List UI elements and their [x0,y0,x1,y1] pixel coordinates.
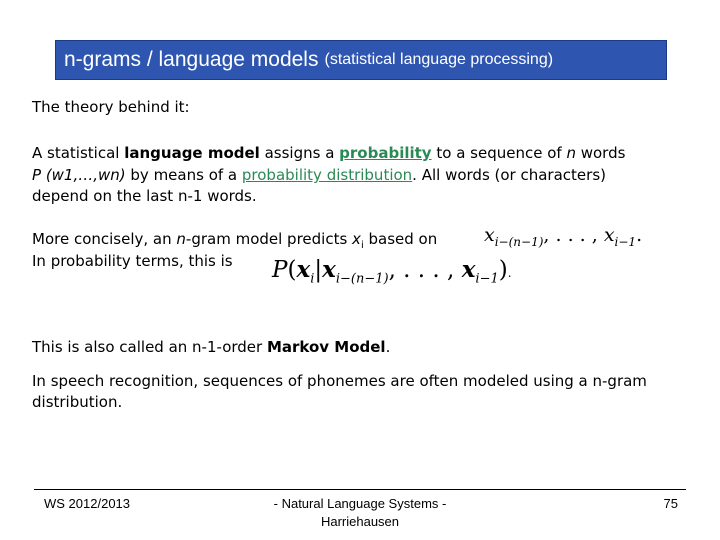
text: to a sequence of [431,144,567,162]
math-dots: , . . . , [543,224,604,246]
para1-line1 [32,143,625,163]
bold-term-language-model: language model [124,144,260,162]
math-bar: | [314,257,323,283]
math-x: x [603,224,615,246]
text: assigns a [259,144,340,162]
math-sub: i−1 [475,271,499,287]
footer-semester: WS 2012/2013 [44,496,131,511]
math-sub: i [310,271,315,287]
text: A statistical [32,144,125,162]
probability-distribution-link[interactable]: probability distribution [241,166,413,184]
para2-line2: In probability terms, this is [32,252,233,270]
math-dots: , . . . , [388,257,462,283]
footer-page-number: 75 [663,496,678,511]
slide-title: n-grams / language models [64,48,319,71]
math-sub: i−(n−1) [494,234,544,249]
math-sub-i: i [360,240,364,251]
slide-title-bar [55,40,667,80]
math-x: x [296,256,311,283]
footer-divider [34,489,686,490]
text: This is also called an n-1-order [32,338,267,356]
text: More concisely, an [32,230,177,248]
math-x: x [322,256,336,283]
italic-formula: P (w1,…,wn) [32,166,126,184]
text: words [575,144,626,162]
para1-line3: depend on the last n-1 words. [32,187,257,205]
para1-line2 [32,165,606,185]
italic-n: n [176,230,186,248]
para4-line2: distribution. [32,393,123,411]
text: -gram model predicts [185,230,353,248]
footer-course-line2: Harriehausen [320,514,400,529]
math-sub: i−(n−1) [335,271,389,287]
para3 [32,337,390,357]
math-period: . [507,266,512,280]
text: by means of a [125,166,242,184]
formula-conditional-probability [272,256,512,287]
bold-term-markov-model: Markov Model [266,338,386,356]
footer-course [240,495,480,531]
italic-n: n [566,144,576,162]
para4-line1: In speech recognition, sequences of phonemes are often modeled using a n-gram [32,372,647,390]
math-paren: ( [287,257,297,283]
math-x: x [484,224,495,246]
math-sub: i−1 [614,234,637,249]
math-x: x [352,230,361,248]
footer-course-line1: - Natural Language Systems - [273,496,447,511]
probability-link[interactable]: probability [339,144,432,162]
math-P: P [272,257,288,283]
math-period: . [636,224,643,246]
math-paren: ) [498,257,508,283]
theory-heading: The theory behind it: [32,98,190,116]
text: . [385,338,391,356]
formula-context-range [484,224,642,249]
text: based on [363,230,438,248]
math-x: x [461,256,476,283]
text: . All words (or characters) [412,166,606,184]
slide-subtitle: (statistical language processing) [324,51,554,68]
